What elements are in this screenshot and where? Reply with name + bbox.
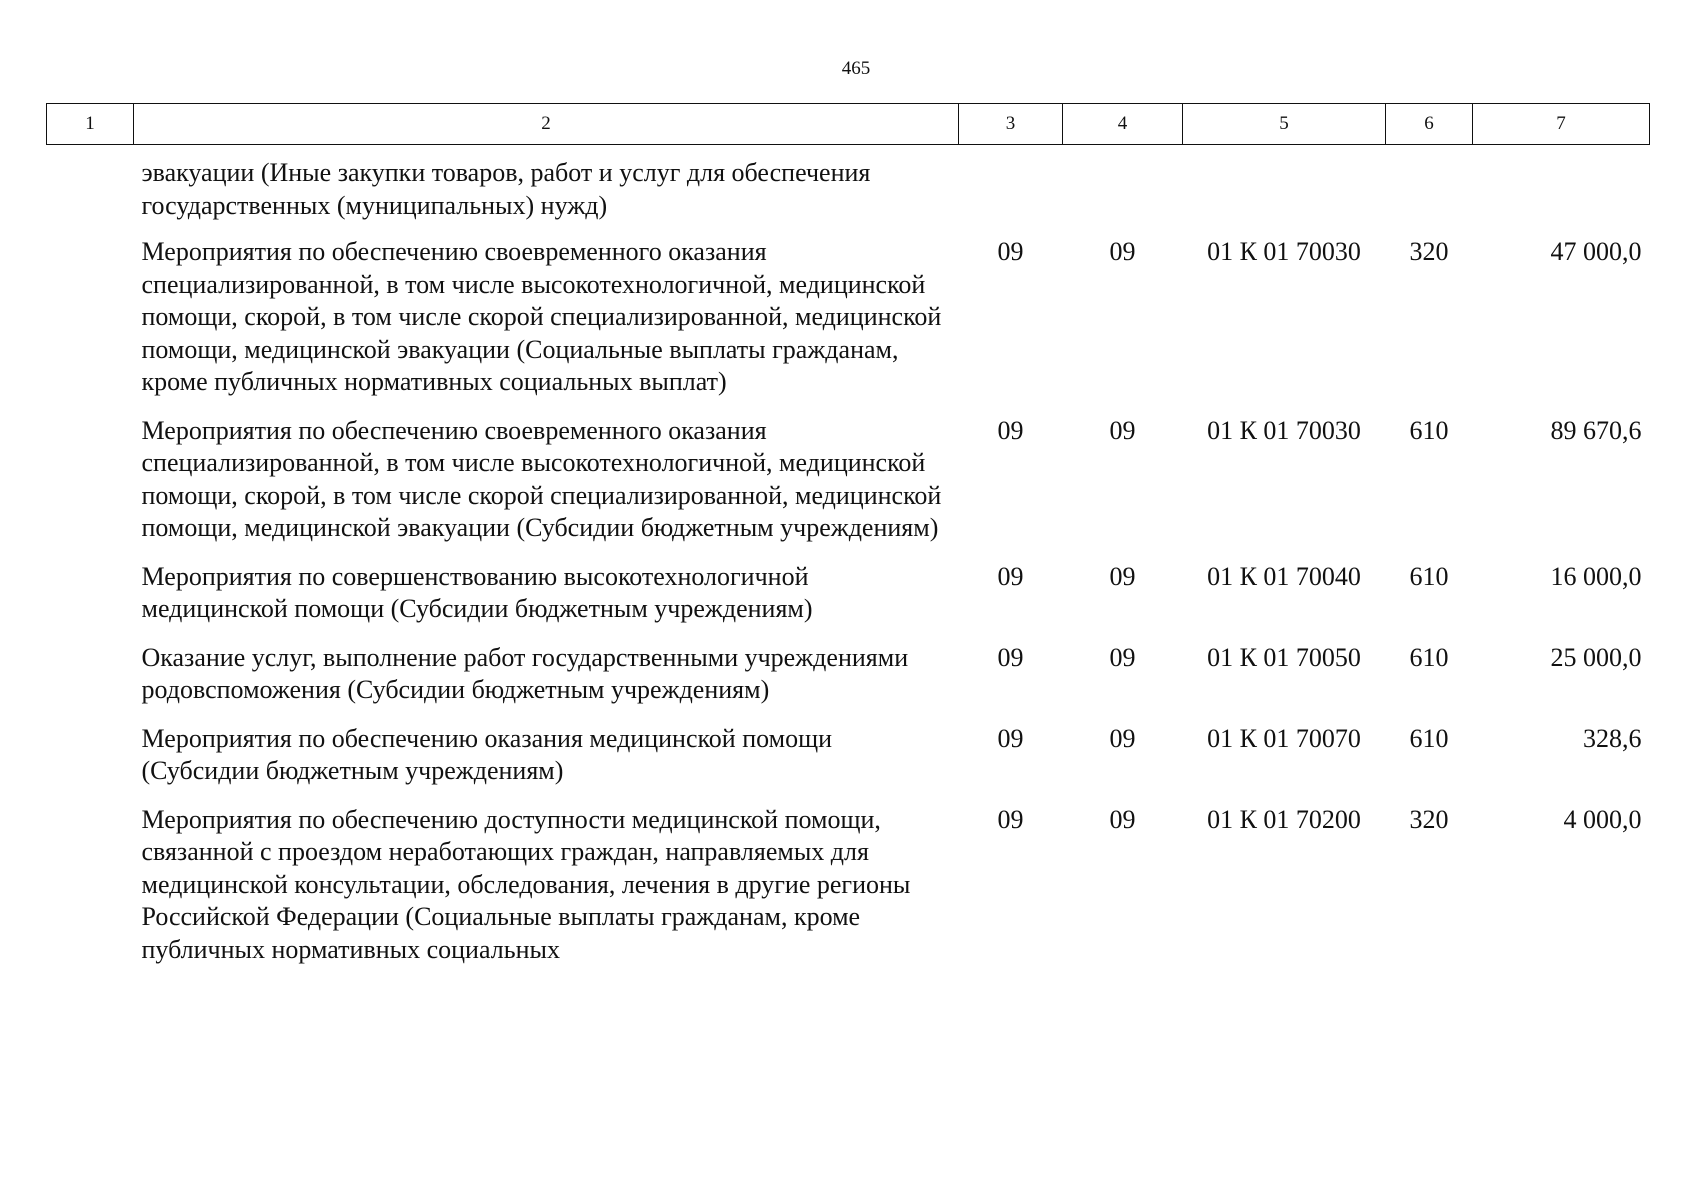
- expense-type-cell: 610: [1409, 415, 1449, 445]
- expense-type-cell: [1386, 145, 1473, 237]
- subsection-code-cell: [1063, 145, 1183, 237]
- subsection-code-cell: 09: [1109, 237, 1136, 266]
- page-number: 465: [841, 58, 871, 79]
- target-article-cell: 01 К 01 70050: [1207, 642, 1361, 672]
- header-col-2: 2: [134, 104, 959, 145]
- subsection-code-cell: 09: [1109, 723, 1136, 753]
- subsection-code-cell: 09: [1109, 642, 1136, 672]
- table-row: [47, 723, 1650, 804]
- target-article-cell: 01 К 01 70040: [1207, 561, 1361, 591]
- section-code-cell: 09: [997, 561, 1024, 591]
- header-col-3: 3: [959, 104, 1063, 145]
- table-header: [47, 104, 1650, 145]
- row-index-cell: [47, 723, 134, 804]
- table-row: [47, 804, 1650, 983]
- amount-cell: 47 000,0: [1550, 237, 1642, 266]
- subsection-code-cell: 09: [1109, 561, 1136, 591]
- subsection-code-cell: 09: [1109, 415, 1136, 445]
- expense-type-cell: 320: [1409, 804, 1449, 834]
- section-code-cell: 09: [997, 723, 1024, 753]
- amount-cell: 16 000,0: [1550, 561, 1642, 591]
- target-article-cell: 01 К 01 70200: [1207, 804, 1361, 834]
- row-index-cell: [47, 415, 134, 561]
- expense-type-cell: 610: [1409, 642, 1449, 672]
- row-index-cell: [47, 804, 134, 983]
- row-index-cell: [47, 145, 134, 237]
- amount-cell: 4 000,0: [1563, 804, 1642, 834]
- description-cell: Мероприятия по обеспечению своевременного оказания специализированной, в том числе высокотехнологичной, медицинской помощи, скорой, в том числе скорой специализированной, медицинской помощи, медицинской эвакуации (Социальные выплаты гражданам, кроме публичных нормативных социальных выплат): [141, 237, 942, 396]
- header-col-4: 4: [1063, 104, 1183, 145]
- section-code-cell: 09: [997, 642, 1024, 672]
- table-row: [47, 642, 1650, 723]
- expense-type-cell: 610: [1409, 723, 1449, 753]
- section-code-cell: [959, 145, 1063, 237]
- description-cell: Мероприятия по совершенствованию высокотехнологичной медицинской помощи (Субсидии бюджетным учреждениям): [141, 561, 813, 623]
- row-index-cell: [47, 642, 134, 723]
- target-article-cell: 01 К 01 70030: [1207, 415, 1361, 445]
- amount-cell: 25 000,0: [1550, 642, 1642, 672]
- description-cell: Оказание услуг, выполнение работ государственными учреждениями родовспоможения (Субсидии бюджетным учреждениям): [141, 642, 909, 704]
- budget-table: [46, 103, 1650, 982]
- section-code-cell: 09: [997, 804, 1024, 834]
- header-row: [47, 104, 1650, 145]
- description-cell: эвакуации (Иные закупки товаров, работ и услуг для обеспечения государственных (муниципальных) нужд): [141, 158, 871, 220]
- header-col-7: 7: [1473, 104, 1650, 145]
- target-article-cell: 01 К 01 70070: [1207, 723, 1361, 753]
- section-code-cell: 09: [997, 415, 1024, 445]
- amount-cell: [1473, 145, 1650, 237]
- header-col-1: 1: [47, 104, 134, 145]
- row-index-cell: [47, 561, 134, 642]
- row-index-cell: [47, 236, 134, 415]
- amount-cell: 89 670,6: [1550, 415, 1642, 445]
- header-col-6: 6: [1386, 104, 1473, 145]
- description-cell: Мероприятия по обеспечению своевременного оказания специализированной, в том числе высокотехнологичной, медицинской помощи, скорой, в том числе скорой специализированной, медицинской помощи, медицинской эвакуации (Субсидии бюджетным учреждениям): [141, 415, 942, 542]
- table-body: [47, 145, 1650, 983]
- section-code-cell: 09: [997, 237, 1024, 266]
- header-col-5: 5: [1183, 104, 1386, 145]
- description-cell: Мероприятия по обеспечению оказания медицинской помощи (Субсидии бюджетным учреждениям): [141, 723, 833, 785]
- expense-type-cell: 610: [1409, 561, 1449, 591]
- target-article-cell: 01 К 01 70030: [1207, 237, 1361, 266]
- expense-type-cell: 320: [1409, 237, 1449, 266]
- table-row: [47, 561, 1650, 642]
- subsection-code-cell: 09: [1109, 804, 1136, 834]
- table-row: [47, 236, 1650, 415]
- amount-cell: 328,6: [1583, 723, 1642, 753]
- table-row: [47, 415, 1650, 561]
- table-row: [47, 145, 1650, 237]
- target-article-cell: [1183, 145, 1386, 237]
- description-cell: Мероприятия по обеспечению доступности медицинской помощи, связанной с проездом неработающих граждан, направляемых для медицинской консультации, обследования, лечения в другие регионы Российской Федерации (Социальные выплаты гражданам, кроме публичных нормативных социальных: [141, 804, 911, 964]
